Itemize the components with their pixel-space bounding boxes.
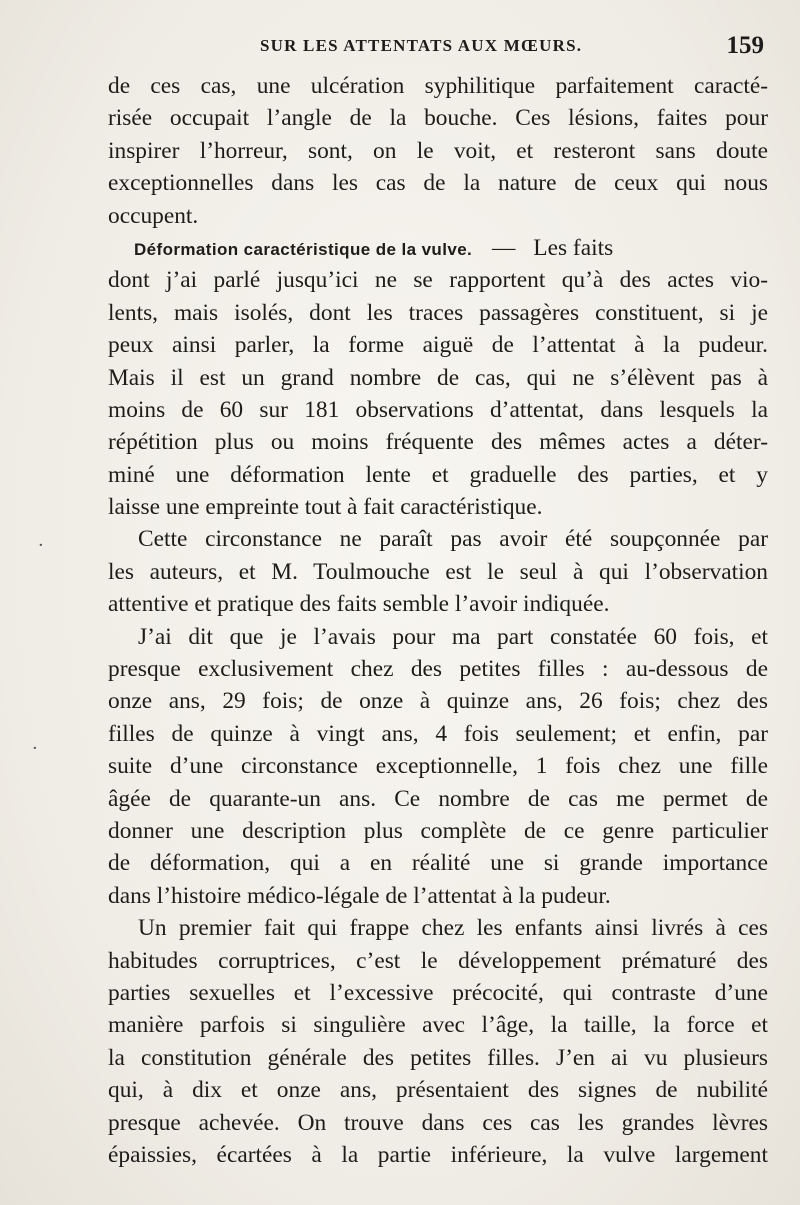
text-line: occupent. bbox=[108, 202, 199, 229]
text-line: presque achevée. On trouve dans ces cas les grandes lèvres bbox=[108, 1109, 768, 1136]
text-line: âgée de quarante-un ans. Ce nombre de cas me permet de bbox=[108, 785, 768, 812]
text-line: Mais il est un grand nombre de cas, qui ne s’élèvent pas à bbox=[108, 364, 768, 391]
text-line: onze ans, 29 fois; de onze à quinze ans, 26 fois; chez des bbox=[108, 688, 768, 715]
text-line: dans l’histoire médico-légale de l’attentat à la pudeur. bbox=[108, 882, 611, 909]
text-line: donner une description plus complète de ce genre particulier bbox=[108, 817, 768, 844]
text-line: parties sexuelles et l’excessive précocité, qui contraste d’une bbox=[108, 979, 768, 1006]
margin-dot: · bbox=[32, 738, 38, 759]
text-line: moins de 60 sur 181 observations d’attentat, dans lesquels la bbox=[108, 396, 768, 423]
text-line: filles de quinze à vingt ans, 4 fois seulement; et enfin, par bbox=[108, 720, 768, 747]
text-line: la constitution générale des petites filles. J’en ai vu plusieurs bbox=[108, 1044, 768, 1071]
text-line: les auteurs, et M. Toulmouche est le seul à qui l’observation bbox=[108, 558, 768, 585]
text-line: manière parfois si singulière avec l’âge, la taille, la force et bbox=[108, 1012, 768, 1039]
text-line: de ces cas, une ulcération syphilitique parfaitement caracté- bbox=[108, 73, 768, 99]
em-dash: — bbox=[492, 234, 516, 261]
text-line: inspirer l’horreur, sont, on le voit, et resteront sans doute bbox=[108, 137, 768, 164]
text-line: de déformation, qui a en réalité une si grande importance bbox=[108, 850, 768, 877]
text-fragment: Les faits bbox=[533, 234, 614, 261]
text-line: épaissies, écartées à la partie inférieure, la vulve largement bbox=[108, 1141, 768, 1168]
section-heading-line bbox=[108, 232, 768, 264]
text-line: peux ainsi parler, la forme aiguë de l’attentat à la pudeur. bbox=[108, 332, 768, 359]
text-line: répétition plus ou moins fréquente des mêmes actes a déter- bbox=[108, 429, 768, 456]
page-number: 159 bbox=[726, 32, 764, 59]
text-line: habitudes corruptrices, c’est le développement prématuré des bbox=[108, 947, 768, 974]
text-line: risée occupait l’angle de la bouche. Ces lésions, faites pour bbox=[108, 105, 768, 132]
body-text bbox=[108, 70, 768, 1171]
running-head: SUR LES ATTENTATS AUX MŒURS. bbox=[260, 36, 583, 55]
text-line: laisse une empreinte tout à fait caractéristique. bbox=[108, 494, 543, 521]
text-line: miné une déformation lente et graduelle des parties, et y bbox=[108, 461, 768, 488]
margin-dot: · bbox=[38, 535, 44, 556]
text-line: lents, mais isolés, dont les traces passagères constituent, si je bbox=[108, 299, 768, 326]
text-line: Cette circonstance ne paraît pas avoir été soupçonnée par bbox=[138, 526, 768, 553]
text-line: exceptionnelles dans les cas de la nature de ceux qui nous bbox=[108, 170, 768, 197]
text-line: presque exclusivement chez des petites filles : au-dessous de bbox=[108, 656, 768, 683]
text-line: Un premier fait qui frappe chez les enfants ainsi livrés à ces bbox=[138, 915, 768, 942]
text-line: dont j’ai parlé jusqu’ici ne se rapportent qu’à des actes vio- bbox=[108, 267, 768, 294]
text-line: suite d’une circonstance exceptionnelle, 1 fois chez une fille bbox=[108, 753, 768, 780]
page-header bbox=[110, 32, 770, 62]
text-line: J’ai dit que je l’avais pour ma part constatée 60 fois, et bbox=[138, 623, 768, 650]
text-line: attentive et pratique des faits semble l’avoir indiquée. bbox=[108, 591, 610, 618]
section-title: Déformation caractéristique de la vulve. bbox=[134, 239, 473, 259]
text-line: qui, à dix et onze ans, présentaient des signes de nubilité bbox=[108, 1077, 768, 1104]
